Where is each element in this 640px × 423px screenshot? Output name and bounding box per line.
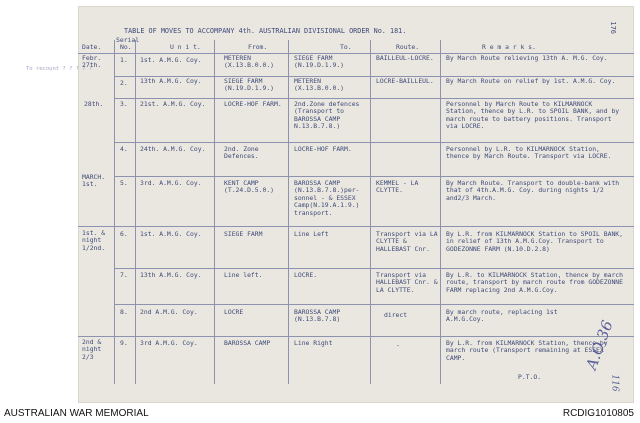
header-to: To. [340, 43, 352, 51]
row-rule [114, 176, 634, 177]
row8-route: direct [384, 311, 408, 319]
header-unit: U n i t. [170, 43, 201, 51]
row9-from: BAROSSA CAMP [224, 339, 271, 347]
row8-no: 8. [120, 308, 128, 316]
row1-route: BAILLEUL-LOCRE. [376, 54, 434, 62]
row5-remarks: By March Route. Transport to double-bank with that of 4th.A.M.G. Coy. during nights 1/2 and2/3 March. [446, 179, 620, 202]
row-rule [78, 336, 634, 337]
row9-unit: 3rd A.M.G. Coy. [140, 339, 198, 347]
row7-unit: 13th A.M.G. Coy. [140, 271, 202, 279]
row6-to: Line Left [294, 230, 329, 238]
pto-note: P.T.O. [518, 373, 542, 381]
row3-to: 2nd.Zone defences (Transport to BAROSSA CAMP N.13.B.7.8.) [294, 100, 360, 131]
header-date: Date. [82, 43, 102, 51]
row4-to: LOCRE-HOF FARM. [294, 145, 352, 153]
row8-to: BAROSSA CAMP (N.13.B.7.8) [294, 308, 341, 324]
row5-unit: 3rd. A.M.G. Coy. [140, 179, 202, 187]
row2-route: LOCRE-BAILLEUL. [376, 77, 434, 85]
row3-date: 28th. [84, 100, 104, 108]
row6-route: Transport via LA CLYTTE & HALLEBAST Cnr. [376, 230, 438, 253]
row7-remarks: By L.R. to KILMARNOCK Station, thence by march route, transport by march route from GODEZONNE FARM replacing 2nd A.M.G.Coy. [446, 271, 623, 294]
header-serial: Serial [116, 36, 140, 44]
row-rule [78, 226, 634, 227]
row4-unit: 24th. A.M.G. Coy. [140, 145, 206, 153]
row8-unit: 2nd A.M.G. Coy. [140, 308, 198, 316]
row1-unit: 1st. A.M.G. Coy. [140, 56, 202, 64]
row2-from: SIEGE FARM (N.19.D.1.9.) [224, 77, 275, 93]
row3-remarks: Personnel by March Route to KILMARNOCK Station, thence by L.R. to SPOIL BANK, and by march route to battery positions. Transport via LOCRE. [446, 100, 620, 131]
row7-route: Transport via HALLEBAST Cnr. & LA CLYTTE. [376, 271, 438, 294]
row5-to: BAROSSA CAMP (N.13.B.7.8.)per-sonnel - & ESSEX Camp(N.19.A.1.9.) transport. [294, 179, 360, 217]
row3-unit: 21st. A.M.G. Coy. [140, 100, 206, 108]
row5-no: 5. [120, 179, 128, 187]
row1-to: SIEGE FARM (N.19.D.1.9.) [294, 54, 345, 70]
row2-unit: 13th A.M.G. Coy. [140, 77, 202, 85]
handwritten-side-number: 116 [609, 374, 620, 392]
row7-no: 7. [120, 271, 128, 279]
col-divider [440, 40, 441, 384]
row-rule [114, 98, 634, 99]
footer-bar [0, 405, 640, 423]
row6-remarks: By L.R. from KILMARNOCK Station to SPOIL BANK, in relief of 13th A.M.G.Coy. Transport to GODEZONNE FARM (N.10.D.2.8) [446, 230, 623, 253]
row6-unit: 1st. A.M.G. Coy. [140, 230, 202, 238]
row9-remarks: By L.R. from KILMARNOCK Station, thence by march route (Transport remaining at ESSEX CAMP. [446, 339, 608, 362]
col-divider [214, 40, 215, 384]
page-number: 176 [609, 21, 618, 35]
col-divider [114, 40, 115, 384]
row5-route: KEMMEL - LA CLYTTE. [376, 179, 419, 195]
header-from: From. [248, 43, 268, 51]
row-rule [114, 142, 634, 143]
row-rule [114, 304, 634, 305]
footer-credit: AUSTRALIAN WAR MEMORIAL [4, 408, 149, 419]
row4-from: 2nd. Zone Defences. [224, 145, 259, 161]
row8-from: LOCRE [224, 308, 244, 316]
header-remarks: R e m a r k s. [482, 43, 536, 51]
col-divider [370, 40, 371, 384]
row2-no: 2. [120, 79, 128, 87]
footer-record-id: RCDIG1010805 [562, 408, 634, 419]
handwritten-note: A.O.36 [582, 318, 617, 372]
row6-from: SIEGE FARM [224, 230, 263, 238]
row7-to: LOCRE. [294, 271, 318, 279]
row3-from: LOCRE-HOF FARM. [224, 100, 282, 108]
row9-route: - [396, 341, 400, 349]
row9-no: 9. [120, 339, 128, 347]
row1-remarks: By March Route relieving 13th A. M.G. Coy. [446, 54, 608, 62]
margin-note: To recount ? ? ? ? ? [26, 66, 93, 72]
row8-remarks: By march route, replacing 1st A.M.G.Coy. [446, 308, 558, 324]
row6-no: 6. [120, 230, 128, 238]
row1-from: METEREN (X.13.B.0.0.) [224, 54, 275, 70]
table-title: TABLE OF MOVES TO ACCOMPANY 4th. AUSTRALIAN DIVISIONAL ORDER No. 181. [124, 27, 407, 35]
row6-date: 1st. & night 1/2nd. [82, 229, 106, 252]
row1-date: Febr. 27th. [82, 54, 102, 70]
row2-remarks: By March Route on relief by 1st. A.M.G. Coy. [446, 77, 616, 85]
header-no: No. [120, 43, 132, 51]
row4-remarks: Personnel by L.R. to KILMARNOCK Station, thence by March Route. Transport via LOCRE. [446, 145, 612, 161]
row-rule [114, 268, 634, 269]
row7-from: Line left. [224, 271, 263, 279]
row1-no: 1. [120, 56, 128, 64]
row9-to: Line Right [294, 339, 333, 347]
row9-date: 2nd & night 2/3 [82, 338, 102, 361]
row4-no: 4. [120, 145, 128, 153]
col-divider [135, 40, 136, 384]
row3-no: 3. [120, 100, 128, 108]
col-divider [288, 40, 289, 384]
header-route: Route. [396, 43, 420, 51]
row5-date: MARCH. 1st. [82, 173, 106, 189]
row2-to: METEREN (X.13.B.0.0.) [294, 77, 345, 93]
row5-from: KENT CAMP (T.24.D.5.0.) [224, 179, 275, 195]
document-sheet [26, 6, 634, 403]
